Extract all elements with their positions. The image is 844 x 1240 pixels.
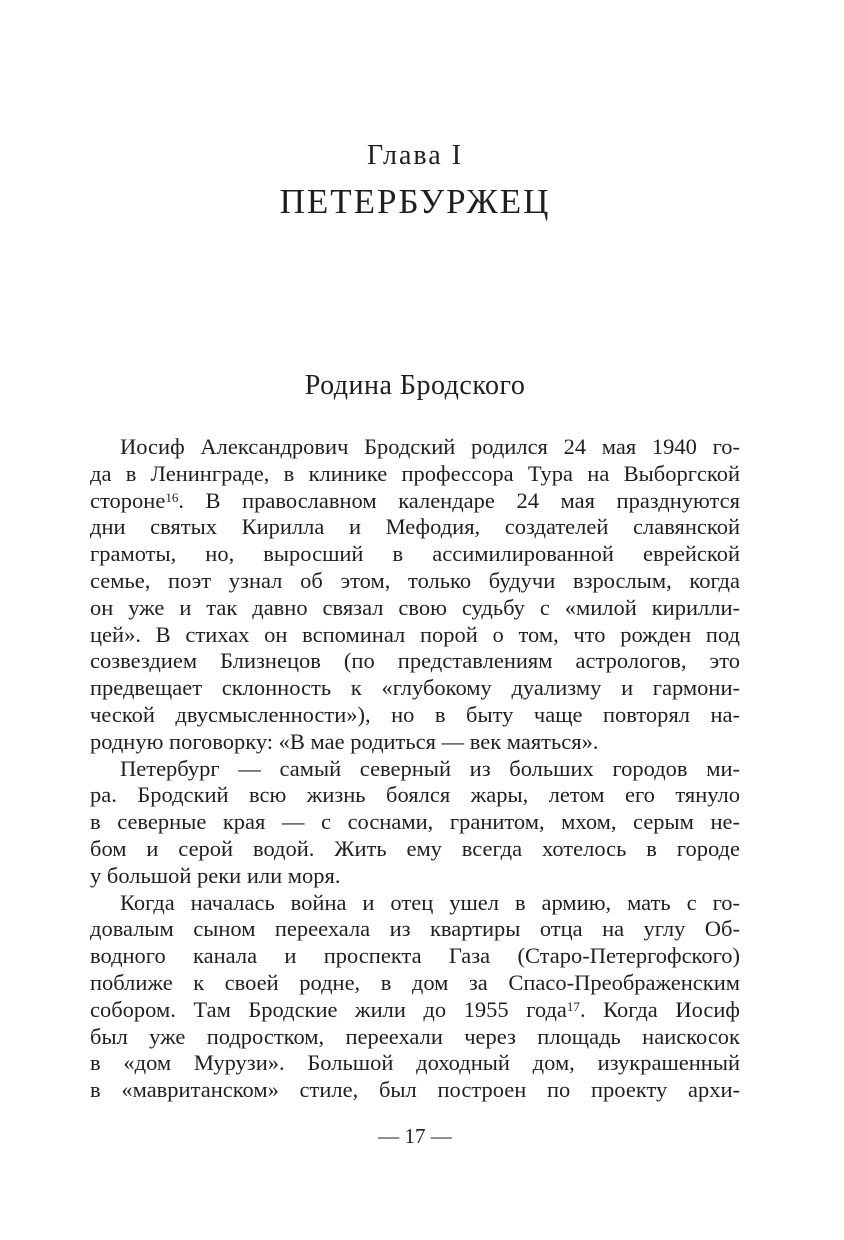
text-line: в северные края — с соснами, гранитом, мхом, серым не- <box>90 809 740 835</box>
section-title: Родина Бродского <box>304 370 526 401</box>
text-line: Иосиф Александрович Бродский родился 24 мая 1940 го- <box>120 434 740 459</box>
text-line: семье, поэт узнал об этом, только будучи взрослым, когда <box>90 567 740 593</box>
paragraph <box>90 434 740 756</box>
text-line: ра. Бродский всю жизнь боялся жары, летом его тянуло <box>90 782 740 808</box>
text-line: бом и серой водой. Жить ему всегда хотелось в городе <box>90 835 740 861</box>
paragraph <box>90 890 740 1104</box>
text-line: да в Ленинграде, в клинике профессора Тура на Выборгской <box>90 460 740 486</box>
body-text <box>90 434 740 1104</box>
text-line: Петербург — самый северный из больших городов ми- <box>120 755 740 781</box>
text-line: созвездием Близнецов (по представлениям астрологов, это <box>90 648 740 674</box>
text-line: ческой двусмысленности»), но в быту чаще повторял на- <box>90 701 740 727</box>
footnote-ref: 16 <box>165 489 179 505</box>
text-line: поближе к своей родне, в дом за Спасо-Преображенским <box>90 969 740 995</box>
text-line: грамоты, но, выросший в ассимилированной еврейской <box>90 541 740 567</box>
text-line: собором. Там Бродские жили до 1955 года$^{17}$. Когда Иосиф <box>90 996 740 1022</box>
text-line: цей». В стихах он вспоминал порой о том, что рожден под <box>90 621 740 647</box>
text-line: дни святых Кирилла и Мефодия, создателей славянской <box>90 514 740 540</box>
text-line: предвещает склонность к «глубокому дуализму и гармони- <box>90 675 740 701</box>
text-line: в «мавританском» стиле, был построен по проекту архи- <box>90 1077 740 1103</box>
text-line: он уже и так давно связал свою судьбу с «милой кирилли- <box>90 594 740 620</box>
footnote-ref: 17 <box>566 998 580 1014</box>
text-line: был уже подростком, переехали через площадь наискосок <box>90 1023 740 1049</box>
chapter-title: ПЕТЕРБУРЖЕЦ <box>279 182 551 221</box>
text-line: стороне$^{16}$. В православном календаре 24 мая празднуются <box>90 487 740 513</box>
text-line: Когда началась война и отец ушел в армию, мать с го- <box>120 889 740 915</box>
text-line: водного канала и проспекта Газа (Старо-Петергофского) <box>90 943 740 969</box>
paragraph <box>90 756 740 890</box>
chapter-label: Глава I <box>366 140 464 171</box>
text-line: довалым сыном переехала из квартиры отца на углу Об- <box>90 916 740 942</box>
text-line: родную поговорку: «В мае родиться — век маяться». <box>90 728 599 754</box>
text-line: в «дом Мурузи». Большой доходный дом, изукрашенный <box>90 1050 740 1076</box>
page-number: — 17 — <box>378 1124 452 1148</box>
text-line: у большой реки или моря. <box>90 862 341 888</box>
